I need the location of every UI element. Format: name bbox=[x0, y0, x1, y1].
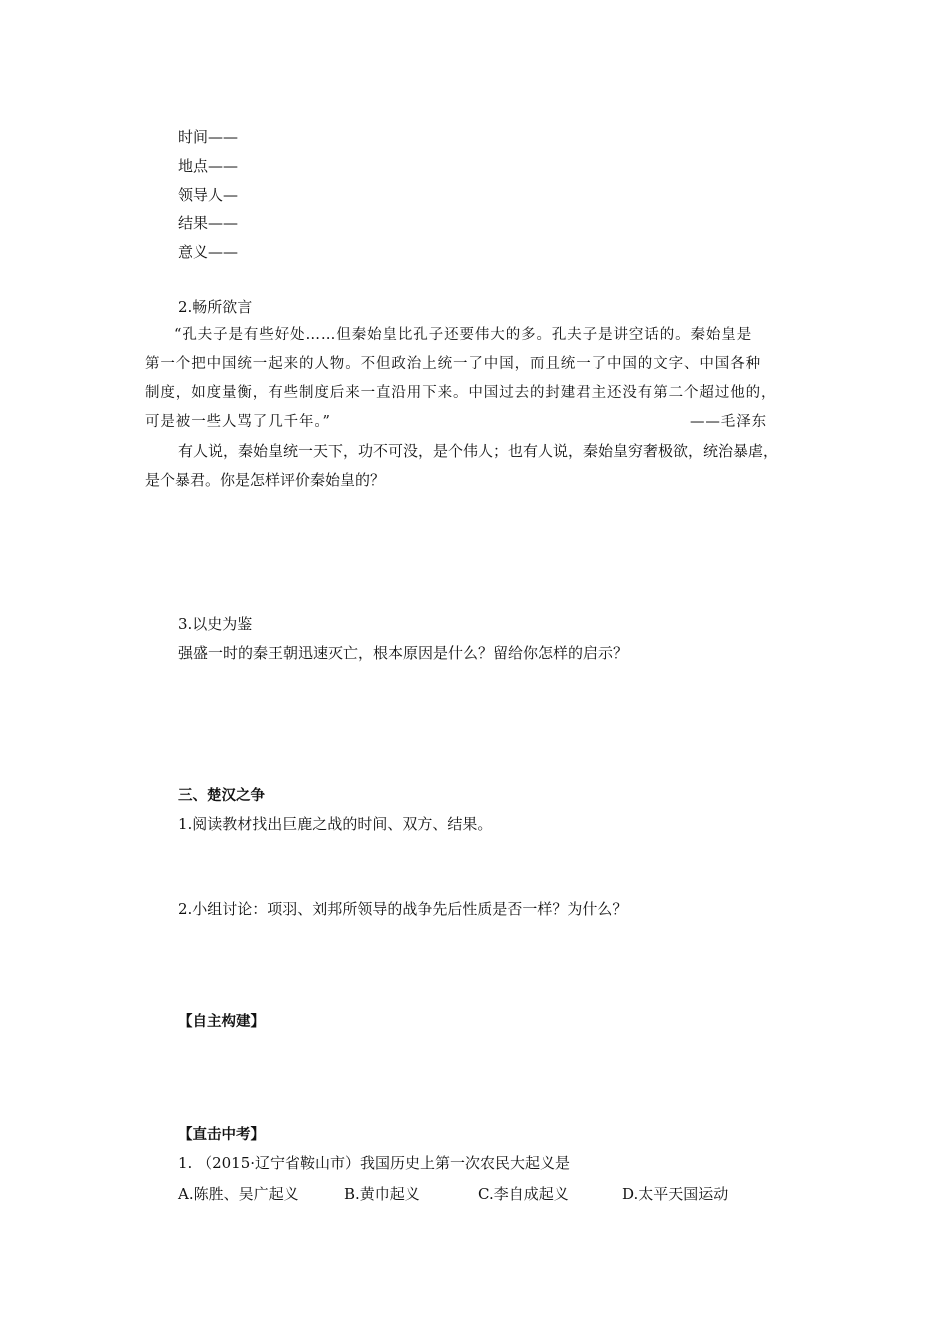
field-significance: 意义—— bbox=[178, 243, 239, 261]
field-result: 结果—— bbox=[178, 214, 239, 232]
option-c: C.李自成起义 bbox=[478, 1185, 569, 1203]
field-leader: 领导人— bbox=[178, 186, 239, 204]
question-line: 有人说，秦始皇统一天下，功不可没，是个伟人；也有人说，秦始皇穷奢极欲，统治暴虐， bbox=[178, 442, 779, 460]
chuhan-question-1: 1.阅读教材找出巨鹿之战的时间、双方、结果。 bbox=[178, 815, 493, 833]
field-time: 时间—— bbox=[178, 128, 239, 146]
field-place: 地点—— bbox=[178, 157, 239, 175]
zizhu-title: 【自主构建】 bbox=[178, 1014, 265, 1030]
option-b: B.黄巾起义 bbox=[344, 1185, 420, 1203]
zhongkao-title: 【直击中考】 bbox=[178, 1127, 265, 1143]
section3-question: 强盛一时的秦王朝迅速灭亡，根本原因是什么？留给你怎样的启示？ bbox=[178, 644, 629, 662]
option-d: D.太平天国运动 bbox=[622, 1185, 729, 1203]
section3-heading: 3.以史为鉴 bbox=[178, 615, 253, 633]
section2-heading: 2.畅所欲言 bbox=[178, 298, 253, 316]
exam-question: 1. （2015·辽宁省鞍山市）我国历史上第一次农民大起义是 bbox=[178, 1154, 571, 1172]
chuhan-question-2: 2.小组讨论：项羽、刘邦所领导的战争先后性质是否一样？为什么？ bbox=[178, 900, 628, 918]
question-line: 是个暴君。你是怎样评价秦始皇的？ bbox=[145, 471, 386, 489]
chuhan-title: 三、楚汉之争 bbox=[178, 788, 265, 804]
quote-line: “孔夫子是有些好处……但秦始皇比孔子还要伟大的多。孔夫子是讲空话的。秦始皇是 bbox=[174, 327, 753, 343]
option-a: A.陈胜、吴广起义 bbox=[178, 1185, 299, 1203]
quote-author: ——毛泽东 bbox=[690, 414, 767, 430]
quote-line: 第一个把中国统一起来的人物。不但政治上统一了中国，而且统一了中国的文字、中国各种 bbox=[145, 356, 761, 372]
quote-line: 制度，如度量衡，有些制度后来一直沿用下来。中国过去的封建君主还没有第二个超过他的， bbox=[145, 385, 777, 401]
quote-line: 可是被一些人骂了几千年。” bbox=[145, 414, 331, 430]
